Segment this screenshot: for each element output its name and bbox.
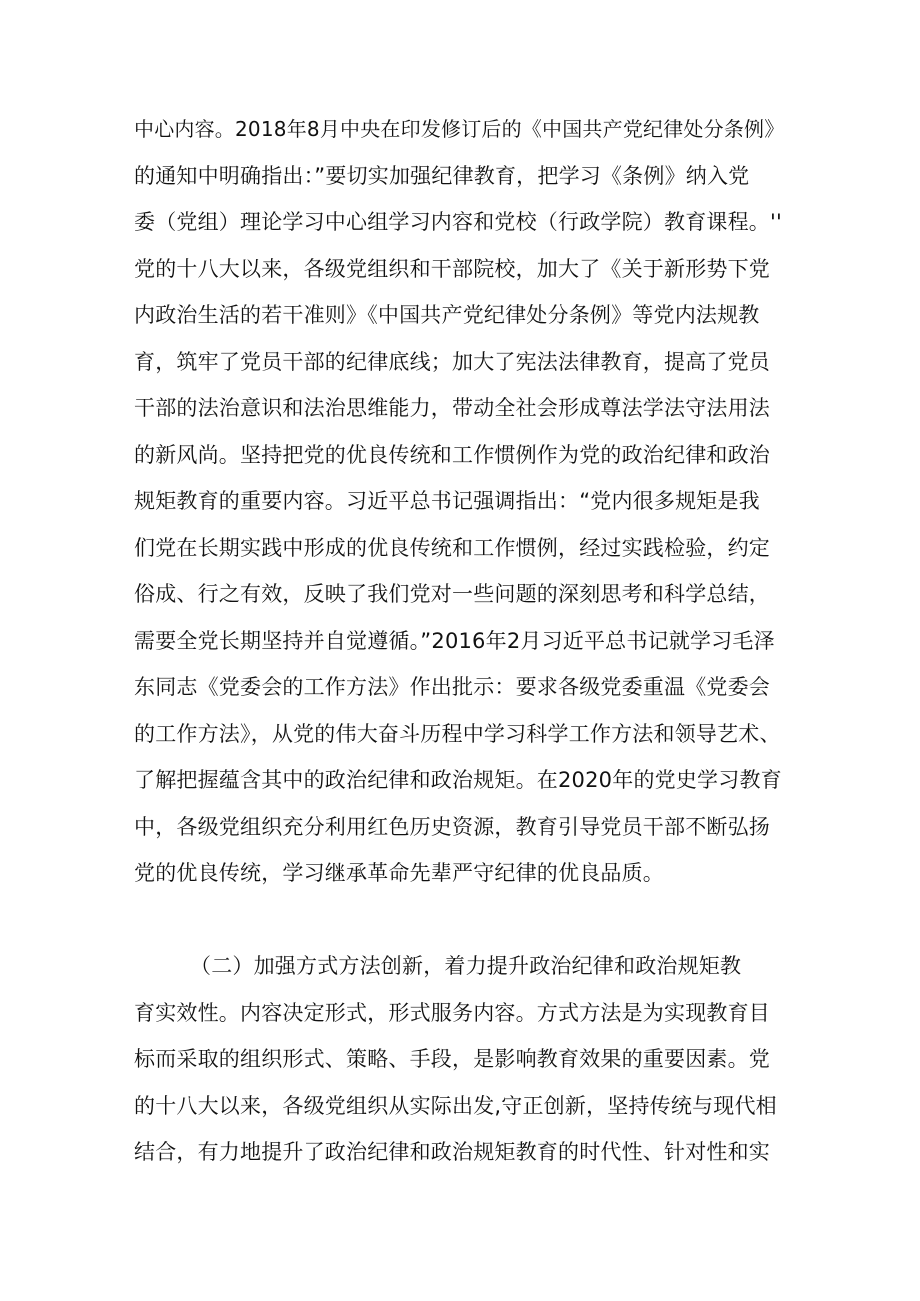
- section-heading-line: （二）加强方式方法创新，着力提升政治纪律和政治规矩教: [190, 954, 742, 978]
- text-line: 中，各级党组织充分利用红色历史资源，教育引导党员干部不断弘扬: [134, 815, 770, 839]
- text-line: 们党在长期实践中形成的优良传统和工作惯例，经过实践检验，约定: [134, 536, 770, 560]
- text-line: 的十八大以来，各级党组织从实际出发,守正创新，坚持传统与现代相: [134, 1094, 777, 1118]
- text-line: 委（党组）理论学习中心组学习内容和党校（行政学院）教育课程。'': [134, 210, 782, 234]
- text-line: 俗成、行之有效，反映了我们党对一些问题的深刻思考和科学总结，: [134, 582, 770, 606]
- text-line: 东同志《党委会的工作方法》作出批示：要求各级党委重温《党委会: [134, 675, 770, 699]
- text-line: 的新风尚。坚持把党的优良传统和工作惯例作为党的政治纪律和政治: [134, 443, 770, 467]
- text-line: 的工作方法》，从党的伟大奋斗历程中学习科学工作方法和领导艺术、: [134, 722, 781, 746]
- text-line: [134, 998, 794, 1028]
- paragraph-text: 内容决定形式，形式服务内容。方式方法是为实现教育目: [240, 1001, 770, 1025]
- text-line: 中心内容。2018年8月中央在印发修订后的《中国共产党纪律处分条例》: [134, 117, 785, 141]
- text-line: 标而采取的组织形式、策略、手段，是影响教育效果的重要因素。党: [134, 1047, 770, 1071]
- text-line: 需要全党长期坚持并自觉遵循。”2016年2月习近平总书记就学习毛泽: [134, 629, 775, 653]
- text-line: 规矩教育的重要内容。习近平总书记强调指出：“党内很多规矩是我: [134, 489, 760, 513]
- text-line: 育，筑牢了党员干部的纪律底线；加大了宪法法律教育，提高了党员: [134, 350, 770, 374]
- text-line: 结合，有力地提升了政治纪律和政治规矩教育的时代性、针对性和实: [134, 1140, 770, 1164]
- text-line: 了解把握蕴含其中的政治纪律和政治规矩。在2020年的党史学习教育: [134, 768, 782, 792]
- text-line: 的通知中明确指出：”要切实加强纪律教育，把学习《条例》纳入党: [134, 164, 750, 188]
- text-line: 党的十八大以来，各级党组织和干部院校，加大了《关于新形势下党: [134, 257, 770, 281]
- section-heading-tail: 育实效性。: [134, 1001, 240, 1025]
- text-line: 内政治生活的若干准则》《中国共产党纪律处分条例》等党内法规教: [134, 303, 760, 327]
- text-line: 干部的法治意识和法治思维能力，带动全社会形成尊法学法守法用法: [134, 396, 770, 420]
- text-line: 党的优良传统，学习继承革命先辈严守纪律的优良品质。: [134, 861, 664, 885]
